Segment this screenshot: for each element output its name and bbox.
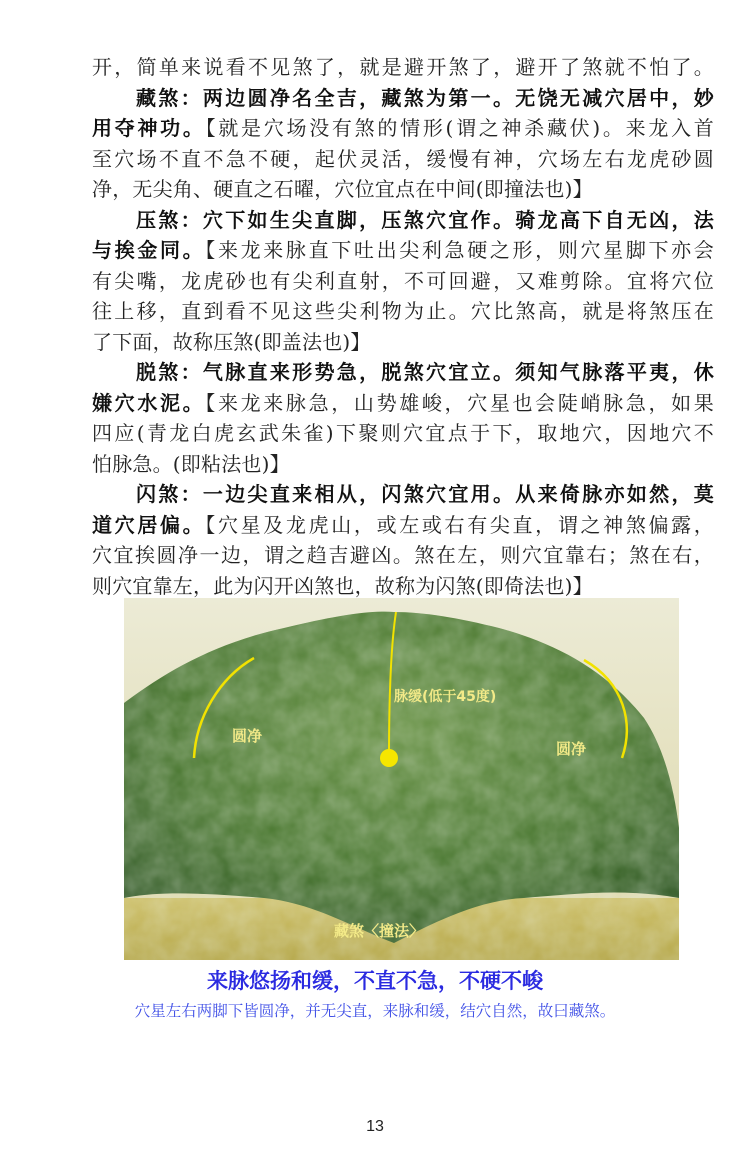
acupoint-marker bbox=[380, 749, 398, 767]
text-line bbox=[92, 113, 714, 144]
hill-illustration bbox=[124, 598, 679, 960]
text-line: 了下面，故称压煞(即盖法也)】 bbox=[92, 329, 371, 354]
verse-text: 用夺神功。 bbox=[92, 116, 206, 140]
annotation-text: 【穴星及龙虎山，或左或右有尖直，谓之神煞偏露， bbox=[205, 512, 714, 537]
text-line: 有尖嘴，龙虎砂也有尖利直射，不可回避，又难剪除。宜将穴位 bbox=[92, 268, 714, 293]
label-left-clean: 圆净 bbox=[232, 727, 263, 745]
label-right-clean: 圆净 bbox=[556, 740, 587, 758]
text-line: 至穴场不直不急不硬，起伏灵活，缓慢有神，穴场左右龙虎砂圆 bbox=[92, 146, 714, 171]
figure-caption-subtitle: 穴星左右两脚下皆圆净，并无尖直，来脉和缓，结穴自然，故曰藏煞。 bbox=[134, 1002, 616, 1020]
verse-text: 闪煞：一边尖直来相从，闪煞穴宜用。从来倚脉亦如然，莫 bbox=[136, 482, 714, 506]
verse-text: 脱煞：气脉直来形势急，脱煞穴宜立。须知气脉落平夷，休 bbox=[136, 360, 714, 384]
verse-text: 压煞：穴下如生尖直脚，压煞穴宜作。骑龙高下自无凶，法 bbox=[136, 207, 714, 232]
figure-caption-title: 来脉悠扬和缓，不直不急，不硬不峻 bbox=[207, 969, 543, 993]
section-heading-zang-sha bbox=[92, 83, 714, 114]
text-line: 往上移，直到看不见这些尖利物为止。穴比煞高，就是将煞压在 bbox=[92, 299, 714, 323]
text-line bbox=[92, 388, 714, 419]
verse-text: 与挨金同。 bbox=[92, 238, 206, 262]
text-line bbox=[92, 235, 714, 266]
text-line: 四应(青龙白虎玄武朱雀)下聚则穴宜点于下，取地穴，因地穴不 bbox=[92, 421, 714, 445]
section-heading-shan-sha bbox=[92, 479, 714, 510]
label-zang-sha: 藏煞〈撞法〉 bbox=[334, 922, 425, 940]
text-line: 穴宜挨圆净一边，谓之趋吉避凶。煞在左，则穴宜靠右；煞在右， bbox=[92, 543, 714, 567]
annotation-text: 【就是穴场没有煞的情形(谓之神杀藏伏)。来龙入首 bbox=[205, 116, 715, 140]
verse-text: 道穴居偏。 bbox=[92, 512, 206, 537]
annotation-text: 【来龙来脉直下吐出尖利急硬之形，则穴星脚下亦会 bbox=[205, 238, 714, 262]
body-text bbox=[92, 52, 714, 601]
text-line: 开，简单来说看不见煞了，就是避开煞了，避开了煞就不怕了。 bbox=[92, 55, 714, 79]
page-number: 13 bbox=[366, 1118, 384, 1135]
text-line bbox=[92, 510, 714, 541]
text-line: 净，无尖角、硬直之石曜，穴位宜点在中间(即撞法也)】 bbox=[92, 177, 593, 201]
verse-text: 藏煞：两边圆净名全吉，藏煞为第一。无饶无减穴居中，妙 bbox=[136, 85, 714, 110]
verse-text: 嫌穴水泥。 bbox=[92, 390, 206, 415]
annotation-text: 【来龙来脉急，山势雄峻，穴星也会陡峭脉急，如果 bbox=[205, 390, 714, 415]
text-line: 怕脉急。(即粘法也)】 bbox=[92, 451, 290, 476]
label-vein-gentle: 脉缓(低于45度) bbox=[394, 689, 497, 705]
section-heading-tuo-sha bbox=[92, 357, 714, 388]
text-line: 则穴宜靠左，此为闪开凶煞也，故称为闪煞(即倚法也)】 bbox=[92, 573, 593, 598]
section-heading-ya-sha bbox=[92, 205, 714, 236]
